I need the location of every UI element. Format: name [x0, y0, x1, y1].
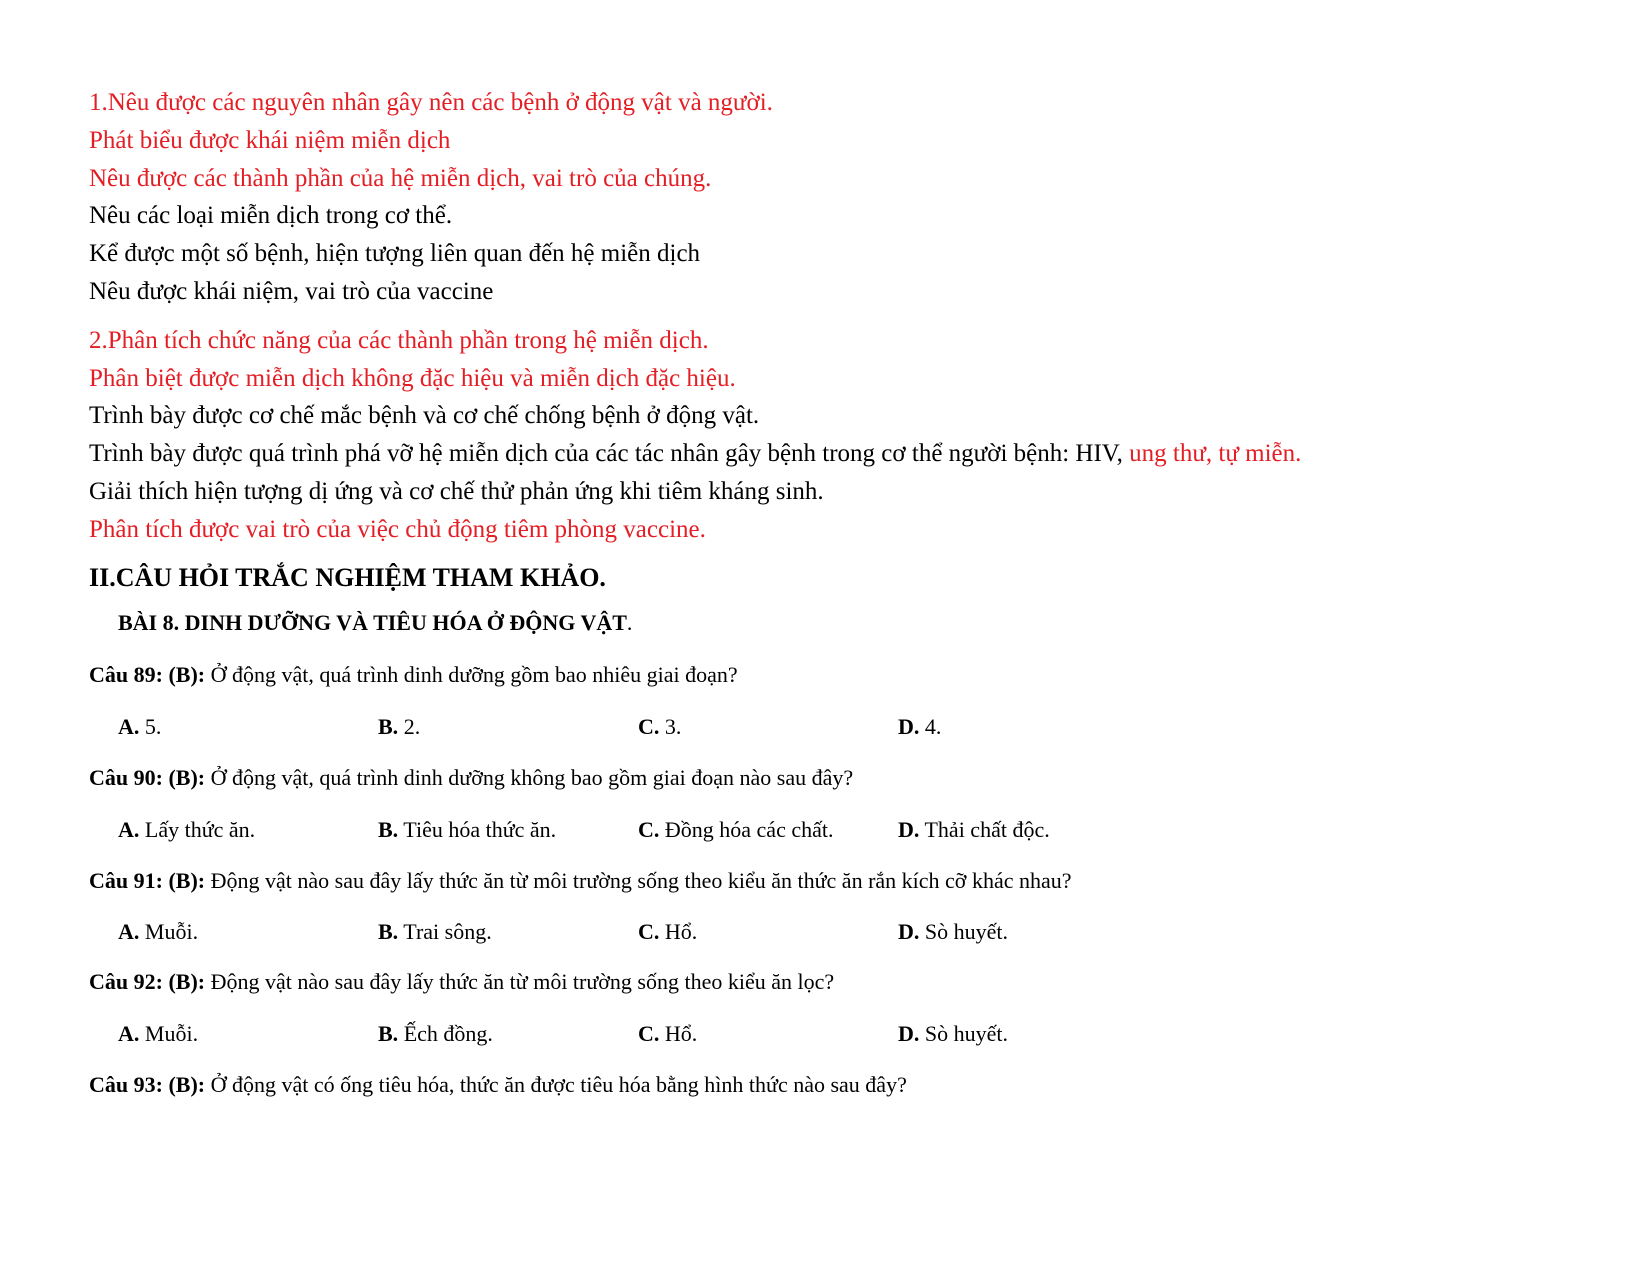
option-text: Tiêu hóa thức ăn. [398, 817, 557, 842]
question-92 [89, 968, 834, 996]
option-key: C. [638, 714, 660, 739]
option-text: 4. [919, 714, 942, 739]
option-text: 5. [139, 714, 162, 739]
question-text: Động vật nào sau đây lấy thức ăn từ môi trường sống theo kiểu ăn lọc? [205, 969, 835, 994]
option-key: B. [378, 714, 399, 739]
objective-line-mixed [89, 439, 1301, 469]
option-text: Muỗi. [139, 1021, 199, 1046]
objective-text-red: ung thư, tự miễn. [1129, 440, 1302, 467]
question-93 [89, 1071, 907, 1099]
question-89 [89, 661, 738, 689]
question-90 [89, 764, 853, 792]
option-text: Trai sông. [398, 919, 492, 944]
lesson-heading [118, 610, 632, 636]
option-d [898, 816, 1050, 844]
option-b [378, 918, 492, 946]
question-text: Ở động vật, quá trình dinh dưỡng không bao gồm giai đoạn nào sau đây? [205, 765, 854, 790]
option-d [898, 1020, 1008, 1048]
section-heading: II.CÂU HỎI TRẮC NGHIỆM THAM KHẢO. [89, 563, 606, 592]
objective-line: Nêu được khái niệm, vai trò của vaccine [89, 278, 494, 305]
option-key: B. [378, 1021, 399, 1046]
option-key: A. [118, 714, 140, 739]
option-text: Hổ. [659, 919, 698, 944]
option-c [638, 816, 833, 844]
objective-line: 1.Nêu được các nguyên nhân gây nên các bệnh ở động vật và người. [89, 89, 773, 116]
question-label: Câu 92: (B): [89, 969, 206, 994]
lesson-heading-period: . [626, 610, 633, 635]
option-text: Sò huyết. [919, 919, 1009, 944]
question-label: Câu 90: (B): [89, 765, 206, 790]
option-b [378, 816, 556, 844]
option-key: C. [638, 817, 660, 842]
option-c [638, 918, 697, 946]
objective-text-black: Trình bày được quá trình phá vỡ hệ miễn dịch của các tác nhân gây bệnh trong cơ thể người bệnh: HIV, [89, 440, 1130, 467]
objective-line: Nêu các loại miễn dịch trong cơ thể. [89, 202, 453, 229]
objective-line: Phân biệt được miễn dịch không đặc hiệu và miễn dịch đặc hiệu. [89, 365, 736, 392]
objective-line: Giải thích hiện tượng dị ứng và cơ chế thử phản ứng khi tiêm kháng sinh. [89, 478, 824, 505]
objective-line: Trình bày được cơ chế mắc bệnh và cơ chế chống bệnh ở động vật. [89, 402, 760, 429]
option-text: Ếch đồng. [398, 1021, 493, 1046]
option-key: D. [898, 919, 920, 944]
option-text: Đồng hóa các chất. [659, 817, 834, 842]
option-c [638, 1020, 697, 1048]
option-text: Muỗi. [139, 919, 199, 944]
option-c [638, 713, 681, 741]
objective-line: 2.Phân tích chức năng của các thành phần trong hệ miễn dịch. [89, 327, 709, 354]
option-key: C. [638, 1021, 660, 1046]
option-b [378, 713, 420, 741]
objective-line: Phân tích được vai trò của việc chủ động tiêm phòng vaccine. [89, 516, 706, 543]
option-key: D. [898, 714, 920, 739]
option-text: Lấy thức ăn. [139, 817, 256, 842]
lesson-heading-text: BÀI 8. DINH DƯỠNG VÀ TIÊU HÓA Ở ĐỘNG VẬT [118, 610, 627, 635]
question-text: Ở động vật có ống tiêu hóa, thức ăn được tiêu hóa bằng hình thức nào sau đây? [205, 1072, 907, 1097]
option-text: Sò huyết. [919, 1021, 1009, 1046]
option-a [118, 1020, 198, 1048]
option-key: A. [118, 1021, 140, 1046]
question-text: Động vật nào sau đây lấy thức ăn từ môi trường sống theo kiểu ăn thức ăn rắn kích cỡ khác nhau? [205, 868, 1072, 893]
option-text: 2. [398, 714, 421, 739]
option-d [898, 918, 1008, 946]
option-text: Hổ. [659, 1021, 698, 1046]
option-key: A. [118, 919, 140, 944]
option-text: 3. [659, 714, 682, 739]
option-key: D. [898, 1021, 920, 1046]
question-91 [89, 867, 1072, 895]
option-text: Thải chất độc. [919, 817, 1050, 842]
option-key: A. [118, 817, 140, 842]
option-a [118, 713, 161, 741]
question-label: Câu 91: (B): [89, 868, 206, 893]
objective-line: Nêu được các thành phần của hệ miễn dịch, vai trò của chúng. [89, 165, 712, 192]
objective-line: Phát biểu được khái niệm miễn dịch [89, 127, 451, 154]
option-a [118, 816, 255, 844]
option-b [378, 1020, 493, 1048]
question-text: Ở động vật, quá trình dinh dưỡng gồm bao nhiêu giai đoạn? [205, 662, 738, 687]
option-key: B. [378, 919, 399, 944]
option-a [118, 918, 198, 946]
question-label: Câu 89: (B): [89, 662, 206, 687]
objective-line: Kể được một số bệnh, hiện tượng liên quan đến hệ miễn dịch [89, 240, 701, 267]
option-key: B. [378, 817, 399, 842]
option-d [898, 713, 941, 741]
option-key: D. [898, 817, 920, 842]
question-label: Câu 93: (B): [89, 1072, 206, 1097]
option-key: C. [638, 919, 660, 944]
